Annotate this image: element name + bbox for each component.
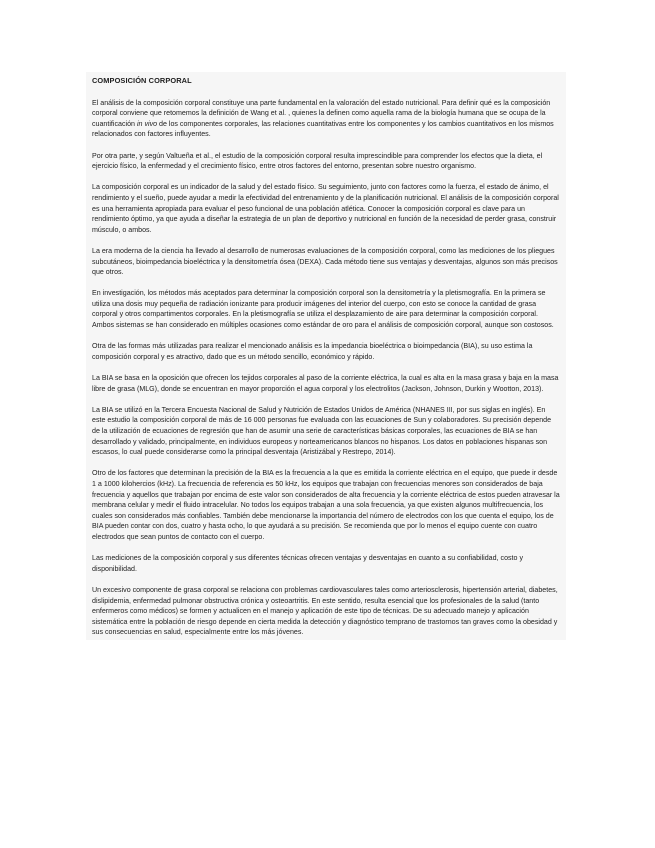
- paragraph-nhanes: La BIA se utilizó en la Tercera Encuesta Nacional de Salud y Nutrición de Estados Unidos de América (NHANES III, por sus siglas en inglés). En este estudio la composición corporal de más de 16 000 personas fue evaluada con las ecuaciones de Sun y colaboradores. Su precisión depende de la utilización de ecuaciones de regresión que han de asumir una serie de características básicas corporales, las ecuaciones de BIA se han desarrollado y validado, principalmente, en individuos europeos y norteamericanos blancos no hispanos. Los datos en poblaciones hispanas son escasos, lo cual puede considerarse como la principal desventaja (Aristizábal y Restrepo, 2014).: [92, 405, 552, 457]
- paragraph-measurements: Las mediciones de la composición corporal y sus diferentes técnicas ofrecen ventajas y desventajas en cuanto a su confiabilidad, costo y disponibilidad.: [92, 554, 523, 573]
- paragraph-bia-basis: La BIA se basa en la oposición que ofrecen los tejidos corporales al paso de la corriente eléctrica, la cual es alta en la masa grasa y baja en la masa libre de grasa (MLG), donde se encuentran en mayor proporción el agua corporal y los electrolitos (Jackson, Johnson, Durkin y Wootton, 2013).: [92, 374, 559, 393]
- paragraph-modern-era: La era moderna de la ciencia ha llevado al desarrollo de numerosas evaluaciones de la composición corporal, como las mediciones de los pliegues subcutáneos, bioimpedancia bioeléctrica y la densitometría ósea (DEXA). Cada método tiene sus ventajas y desventajas, algunos son más precisos que otros.: [92, 246, 558, 277]
- paragraph-indicator: La composición corporal es un indicador de la salud y del estado físico. Su seguimiento, junto con factores como la fuerza, el estado de ánimo, el rendimiento y el sueño, puede ayudar a medir la efectividad del entrenamiento y de la planificación nutricional. El análisis de la composición corporal es una herramienta apropiada para evaluar el peso funcional de una población atlética. Conocer la composición corporal es clave para un rendimiento óptimo, ya que ayuda a diseñar la estrategia de un plan de deportivo y nutricional en función de la necesidad de perder grasa, construir músculo, o ambos.: [92, 183, 559, 234]
- paragraph-frequency: Otro de los factores que determinan la precisión de la BIA es la frecuencia a la que es emitida la corriente eléctrica en el equipo, que puede ir desde 1 a 1000 kilohercios (kHz). La frecuencia de referencia es 50 kHz, los equipos que trabajan con frecuencias menores son considerados de baja frecuencia y aquellos que trabajan por encima de este valor son considerados de alta frecuencia y la corriente eléctrica de estos pueden atravesar la membrana celular y medir el fluido intracelular. No todos los equipos trabajan a una sola frecuencia, ya que existen algunos multifrecuencia, los cuales son considerados más confiables. También debe mencionarse la importancia del número de electrodos con los que cuenta el equipo, los de BIA pueden contar con dos, cuatro y hasta ocho, lo que ayudará a su precisión. Se recomienda que por lo menos el equipo cuente con cuatro electrodos que sean puntos de contacto con el cuerpo.: [92, 469, 560, 541]
- paragraph-valtuena: Por otra parte, y según Valtueña et al., el estudio de la composición corporal resulta imprescindible para comprender los efectos que la dieta, el ejercicio físico, la enfermedad y el crecimiento físico, entre otros factores del entorno, presentan sobre nuestro organismo.: [92, 151, 543, 171]
- paragraph-research-methods: En investigación, los métodos más aceptados para determinar la composición corporal son la densitometría y la pletismografía. En la primera se utiliza una dosis muy pequeña de radiación ionizante para producir imágenes del interior del cuerpo, con esto se conoce la cantidad de grasa corporal y otros compartimentos corporales. En la pletismografía se utiliza el desplazamiento de aire para determinar la composición corporal. Ambos sistemas se han considerado en múltiples ocasiones como estándar de oro para el análisis de composición corporal, aunque son costosos.: [92, 289, 554, 330]
- paragraph-bia-intro: Otra de las formas más utilizadas para realizar el mencionado análisis es la impedancia bioeléctrica o bioimpedancia (BIA), su uso estima la composición corporal y es atractivo, dado que es un método sencillo, económico y rápido.: [92, 342, 533, 361]
- paragraph-excess-fat: Un excesivo componente de grasa corporal se relaciona con problemas cardiovasculares tales como arteriosclerosis, hipertensión arterial, diabetes, dislipidemia, enfermedad pulmonar obstructiva crónica y osteoartritis. En este sentido, resulta esencial que los profesionales de la salud (tanto enfermeros como médicos) se formen y actualicen en el manejo y aplicación de este tipo de técnicas. De su adecuado manejo y aplicación sistemática entre la población de riesgo depende en cierta medida la detección y diagnóstico temprano de trastornos tan graves como la obesidad y sus consecuencias en salud, especialmente entre los más jóvenes.: [92, 585, 558, 637]
- document-page: [86, 72, 566, 640]
- page-title: COMPOSICIÓN CORPORAL: [92, 76, 192, 85]
- latin-term: in vivo: [136, 119, 158, 128]
- paragraph-definition: El análisis de la composición corporal constituye una parte fundamental en la valoración del estado nutricional. Para definir qué es la composición corporal conviene que retomemos la definición de Wang et al. , quienes la definen como aquella rama de la biología humana que se ocupa de la cuantificación in vivo de los componentes corporales, las relaciones cuantitativas entre los componentes y los cambios cuantitativos en los mismos relacionados con factores influyentes.: [92, 98, 554, 139]
